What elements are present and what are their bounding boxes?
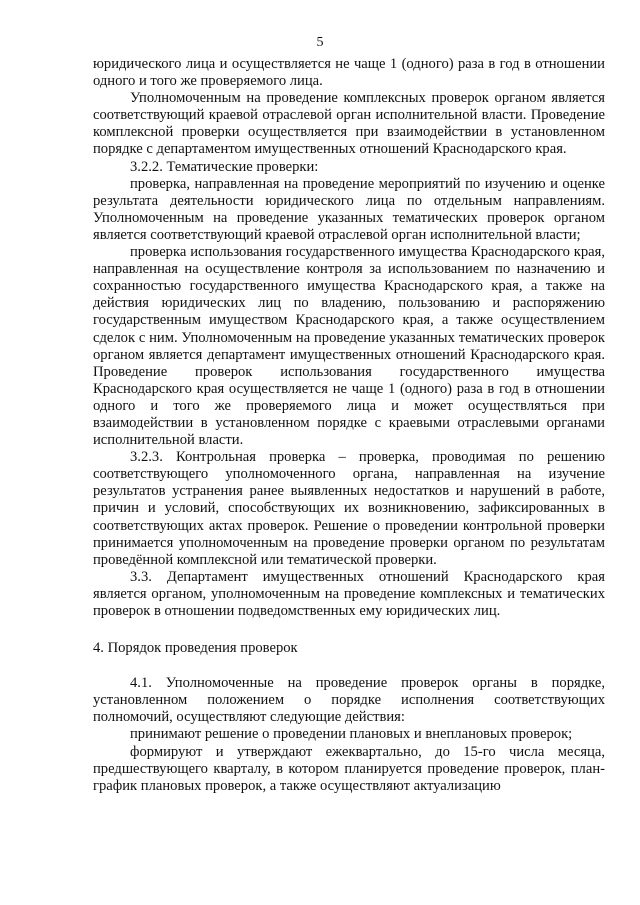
section-heading: 4. Порядок проведения проверок <box>93 640 298 657</box>
paragraph: Уполномоченным на проведение комплексных проверок органом является соответствующий краевой отраслевой орган исполнительной власти. Проведение комплексной проверки осуществляется при взаимодействии в установленном порядке с департаментом имущественных отношений Краснодарского края. <box>93 90 605 158</box>
page-number: 5 <box>316 35 324 50</box>
document-body <box>93 56 605 795</box>
paragraph: проверка, направленная на проведение мероприятий по изучению и оценке результата деятельности юридического лица по отдельным направлениям. Уполномоченным на проведение указанных тематических проверок органом является соответствующий краевой отраслевой орган исполнительной власти; <box>93 175 605 243</box>
paragraph: 3.2.2. Тематические проверки: <box>130 158 319 175</box>
paragraph: 3.2.3. Контрольная проверка – проверка, проводимая по решению соответствующего уполномоченного органа, направленная на изучение результатов устранения ранее выявленных недостатков и нарушений в работе, причин и условий, способствующих их возникновению, зафиксированных в соответствующих актах проверок. Решение о проведении контрольной проверки принимается уполномоченным на проведение проверки органом по результатам проведённой комплексной или тематической проверки. <box>93 449 605 568</box>
paragraph: принимают решение о проведении плановых и внеплановых проверок; <box>130 726 573 743</box>
paragraph: юридического лица и осуществляется не чаще 1 (одного) раза в год в отношении одного и того же проверяемого лица. <box>93 56 605 90</box>
paragraph: 4.1. Уполномоченные на проведение проверок органы в порядке, установленном положением о порядке исполнения соответствующих полномочий, осуществляют следующие действия: <box>93 675 605 726</box>
paragraph: формируют и утверждают ежеквартально, до 15-го числа месяца, предшествующего кварталу, в котором планируется проведение проверок, план-график плановых проверок, а также осуществляют актуализацию <box>93 743 605 794</box>
paragraph: проверка использования государственного имущества Краснодарского края, направленная на осуществление контроля за использованием по назначению и сохранностью государственного имущества Краснодарского края, а также на действия юридических лиц по владению, пользованию и распоряжению государственным имуществом Краснодарского края, а также осуществлением сделок с ним. Уполномоченным на проведение указанных тематических проверок органом является департамент имущественных отношений Краснодарского края. Проведение проверок использования государственного имущества Краснодарского края осуществляется не чаще 1 (одного) раза в год в отношении одного и того же проверяемого лица и может осуществляться при взаимодействии в установленном порядке с краевыми отраслевыми органами исполнительной власти. <box>93 244 605 449</box>
paragraph: 3.3. Департамент имущественных отношений Краснодарского края является органом, уполномоченным на проведение комплексных и тематических проверок в отношении подведомственных ему юридических лиц. <box>93 568 605 619</box>
